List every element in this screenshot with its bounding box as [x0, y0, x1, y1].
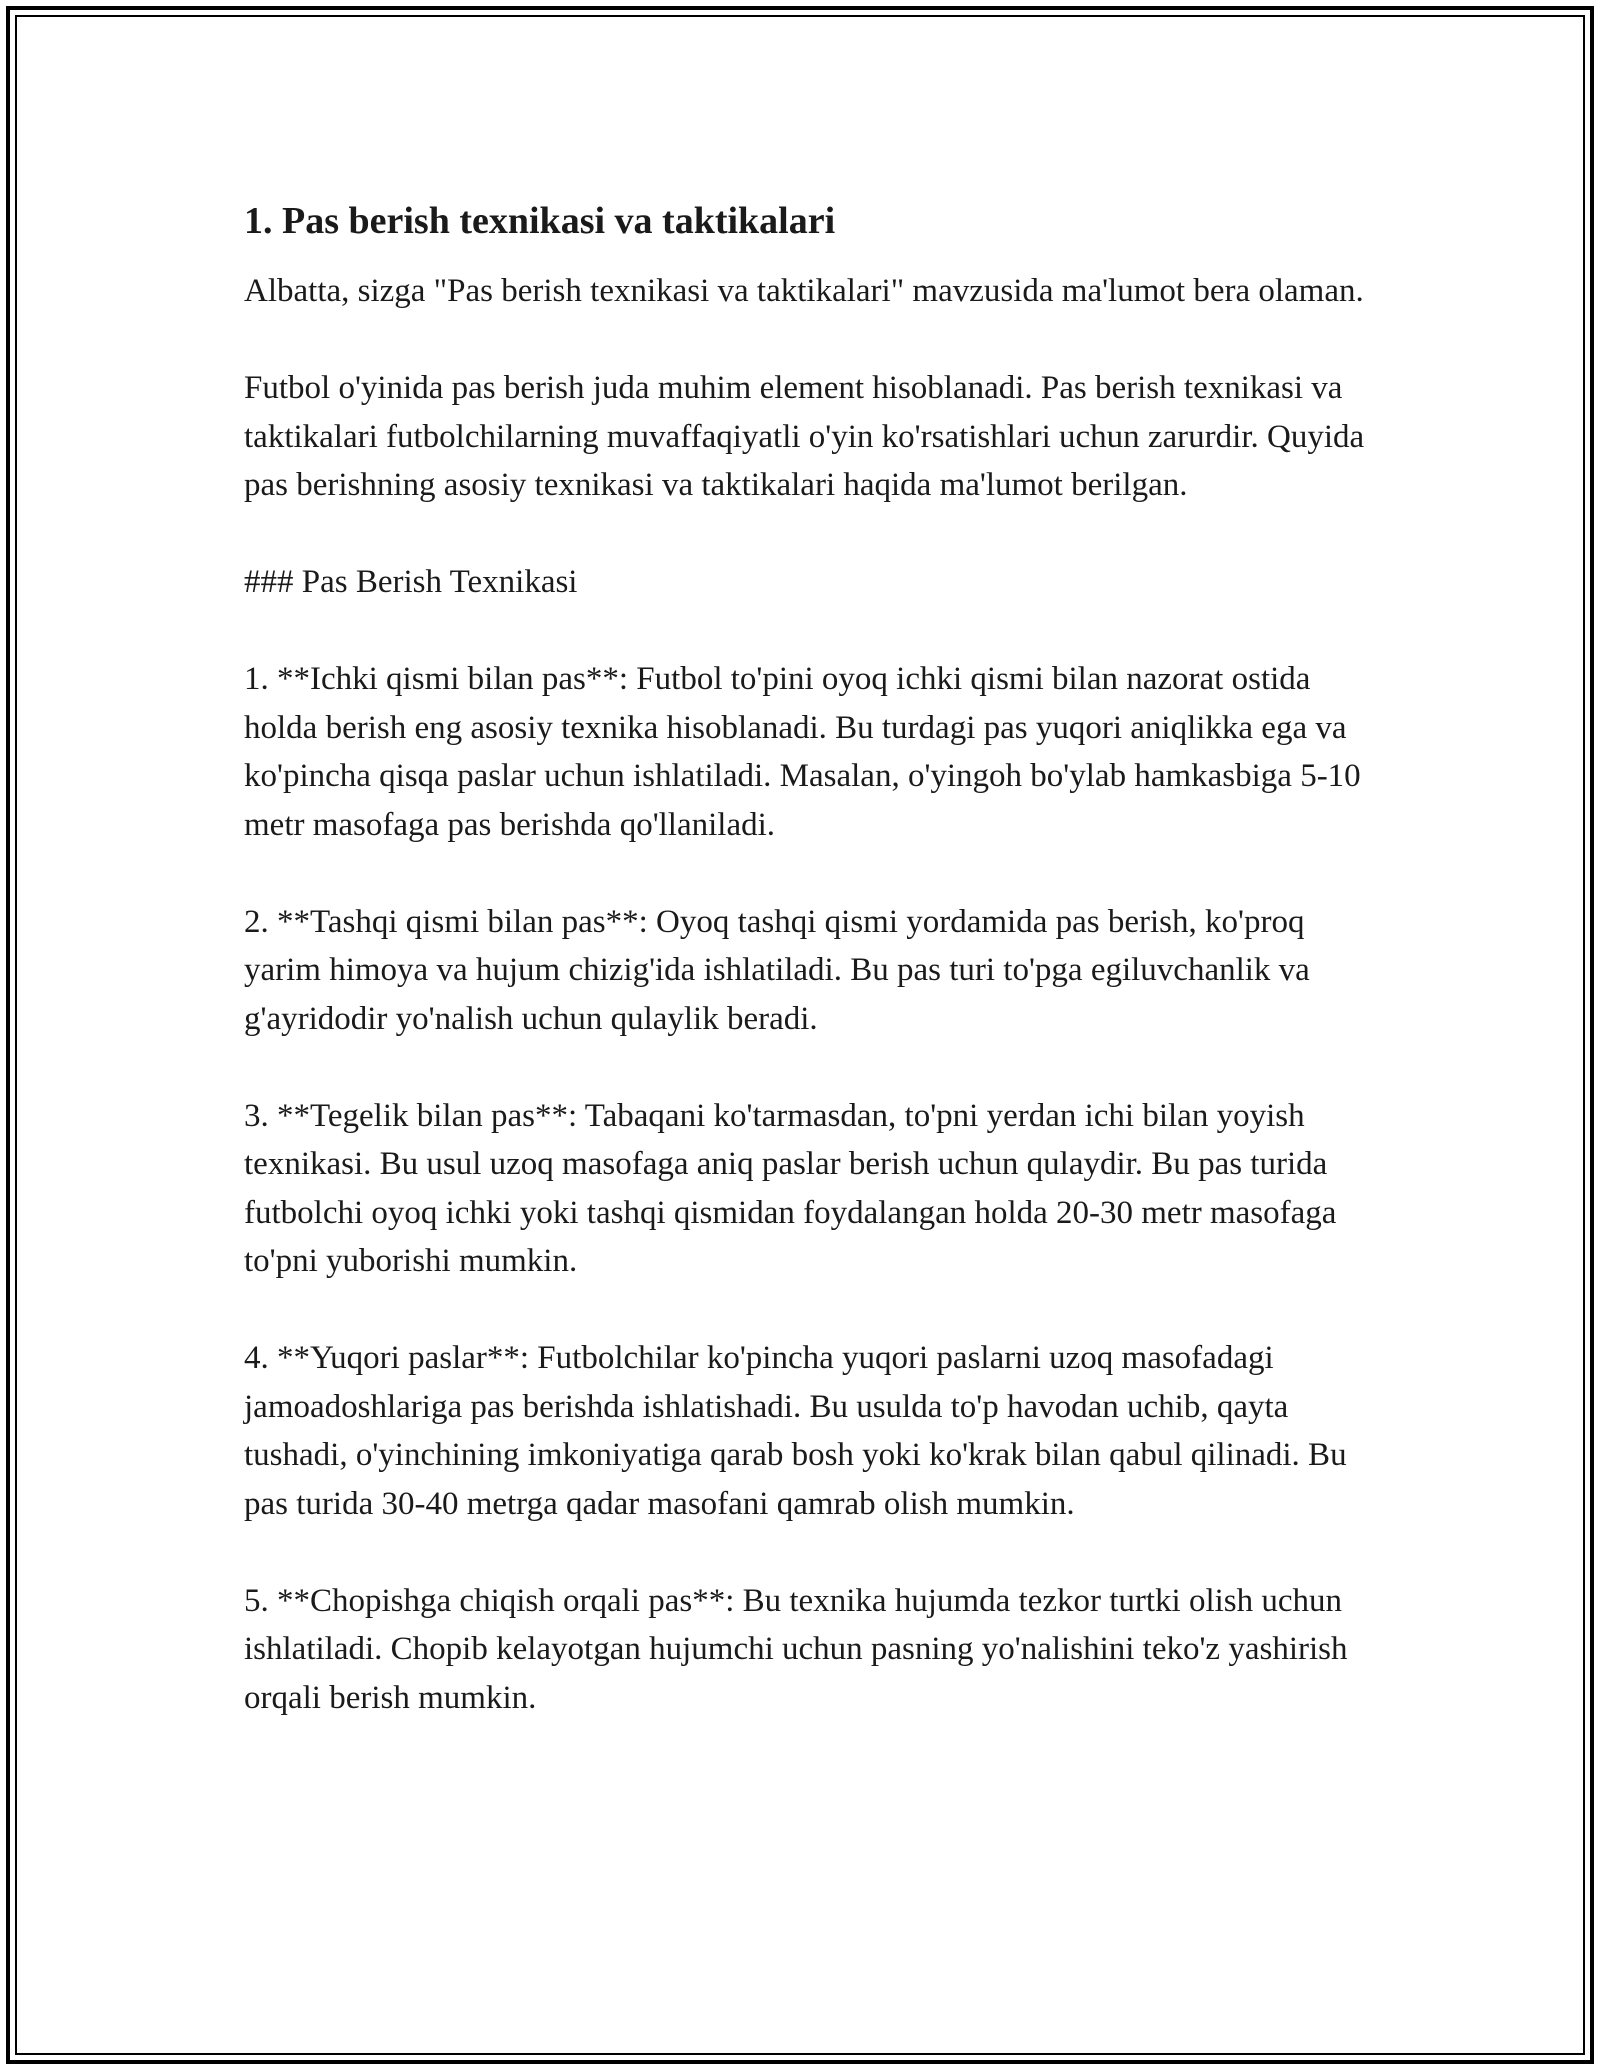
document-body	[244, 197, 1384, 1771]
paragraph-overview: Futbol o'yinida pas berish juda muhim element hisoblanadi. Pas berish texnikasi va taktikalari futbolchilarning muvaffaqiyatli o'yin ko'rsatishlari uchun zarurdir. Quyida pas berishning asosiy texnikasi va taktikalari haqida ma'lumot berilgan.	[244, 370, 1365, 503]
page-inner-border	[15, 15, 1585, 2055]
section-heading-technique: ### Pas Berish Texnikasi	[244, 564, 578, 600]
list-item-inside-pass: 1. **Ichki qismi bilan pas**: Futbol to'pini oyoq ichki qismi bilan nazorat ostida holda berish eng asosiy texnika hisoblanadi. Bu turdagi pas yuqori aniqlikka ega va ko'pincha qisqa paslar uchun ishlatiladi. Masalan, o'yingoh bo'ylab hamkasbiga 5-10 metr masofaga pas berishda qo'llaniladi.	[244, 661, 1361, 843]
list-item-ground-pass: 3. **Tegelik bilan pas**: Tabaqani ko'tarmasdan, to'pni yerdan ichi bilan yoyish texnikasi. Bu usul uzoq masofaga aniq paslar berish uchun qulaydir. Bu pas turida futbolchi oyoq ichki yoki tashqi qismidan foydalangan holda 20-30 metr masofaga to'pni yuborishi mumkin.	[244, 1097, 1337, 1279]
list-item-outside-pass: 2. **Tashqi qismi bilan pas**: Oyoq tashqi qismi yordamida pas berish, ko'proq yarim himoya va hujum chizig'ida ishlatiladi. Bu pas turi to'pga egiluvchanlik va g'ayridodir yo'nalish uchun qulaylik beradi.	[244, 903, 1310, 1037]
paragraph-intro: Albatta, sizga "Pas berish texnikasi va taktikalari" mavzusida ma'lumot bera olaman.	[244, 273, 1364, 309]
list-item-through-pass: 5. **Chopishga chiqish orqali pas**: Bu texnika hujumda tezkor turtki olish uchun ishlatiladi. Chopib kelayotgan hujumchi uchun pasning yo'nalishini teko'z yashirish orqali berish mumkin.	[244, 1582, 1348, 1716]
document-title: 1. Pas berish texnikasi va taktikalari	[244, 200, 836, 242]
page-outer-border	[6, 6, 1594, 2064]
list-item-high-pass: 4. **Yuqori paslar**: Futbolchilar ko'pincha yuqori paslarni uzoq masofadagi jamoadoshlariga pas berishda ishlatishadi. Bu usulda to'p havodan uchib, qayta tushadi, o'yinchining imkoniyatiga qarab bosh yoki ko'krak bilan qabul qilinadi. Bu pas turida 30-40 metrga qadar masofani qamrab olish mumkin.	[244, 1340, 1347, 1522]
